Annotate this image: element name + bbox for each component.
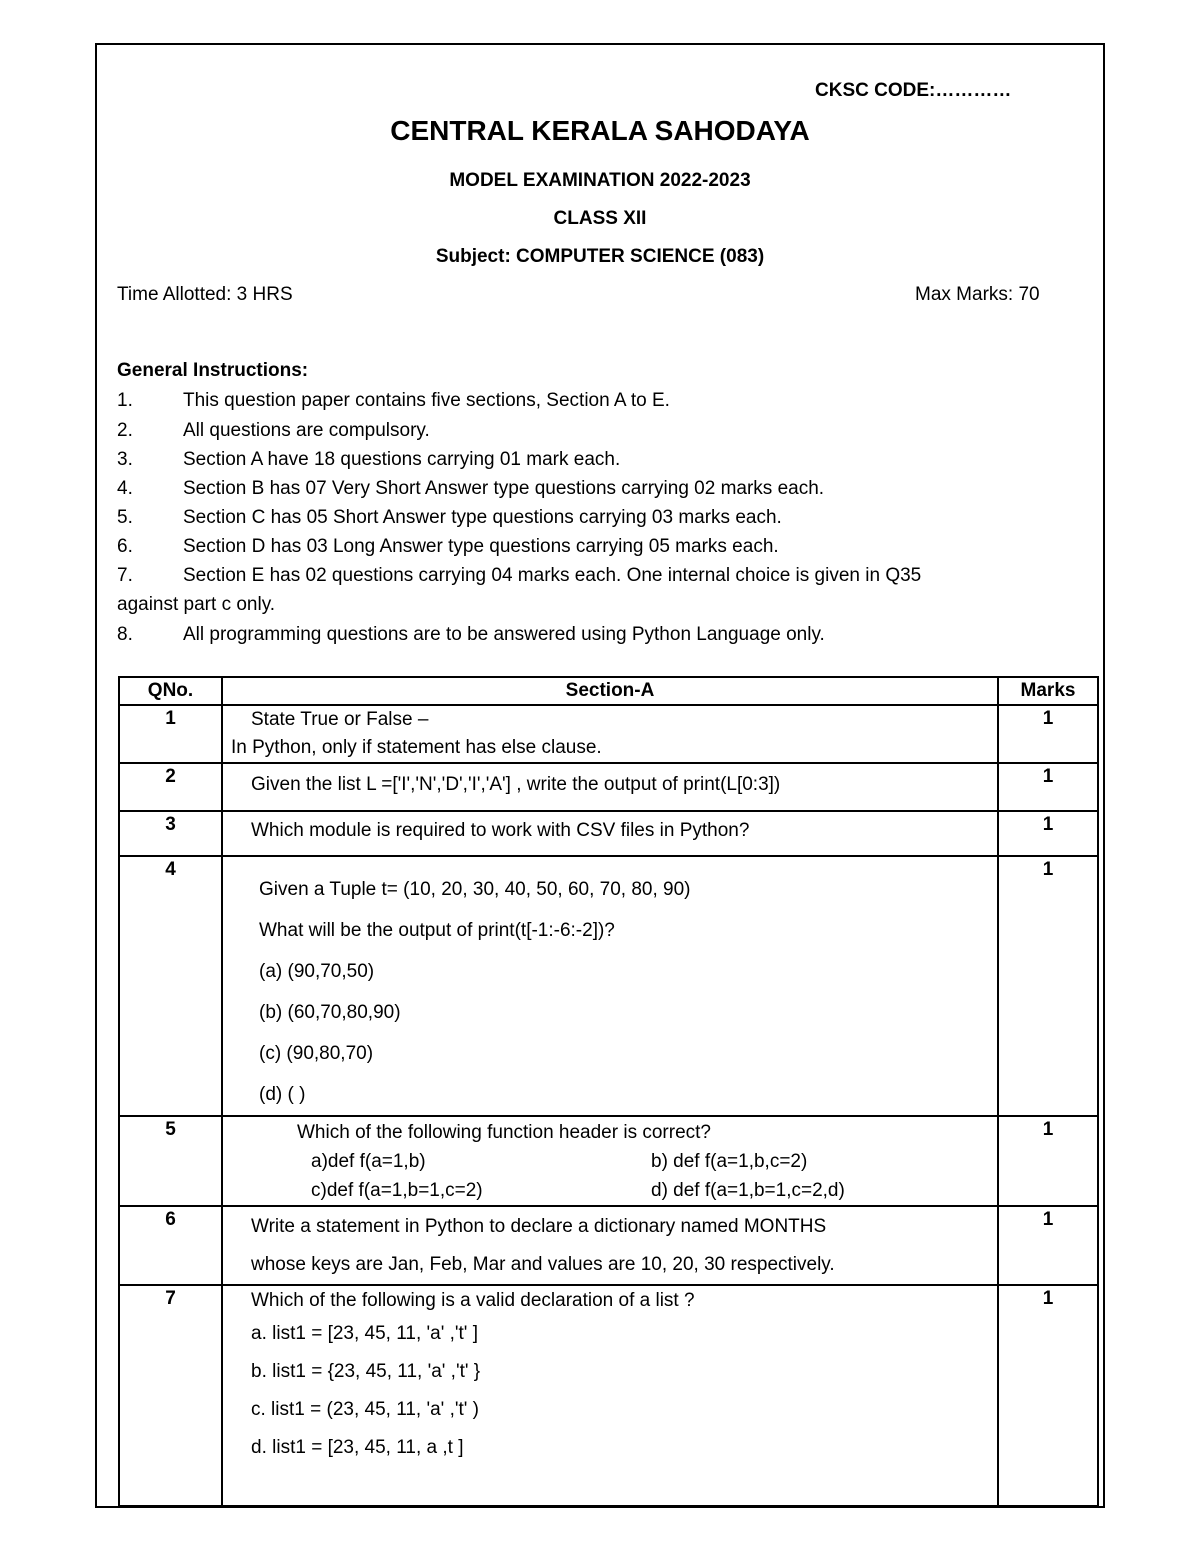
instruction-item: 1. This question paper contains five sections, Section A to E. xyxy=(117,390,670,411)
question-number: 6 xyxy=(119,1206,222,1285)
instruction-item: 7. Section E has 02 questions carrying 04 marks each. One internal choice is given in Q35 xyxy=(117,565,922,586)
question-number: 3 xyxy=(119,811,222,856)
question-marks: 1 xyxy=(998,1206,1098,1285)
question-text: Which of the following function header is correct? a)def f(a=1,b) b) def f(a=1,b,c=2) c)def f(a=1,b=1,c=2) d) def f(a=1,b=1,c=2,d) xyxy=(222,1116,998,1206)
question-marks: 1 xyxy=(998,856,1098,1116)
question-marks: 1 xyxy=(998,763,1098,811)
time-allotted: Time Allotted: 3 HRS xyxy=(117,284,293,305)
section-a-table xyxy=(118,676,1099,1507)
question-number: 2 xyxy=(119,763,222,811)
table-row xyxy=(119,1116,1098,1206)
header-marks: Marks xyxy=(998,677,1098,705)
question-text: Which module is required to work with CSV files in Python? xyxy=(222,811,998,856)
table-header-row xyxy=(119,677,1098,705)
question-text: Given the list L =['I','N','D','I','A'] , write the output of print(L[0:3]) xyxy=(222,763,998,811)
question-text: Which of the following is a valid declaration of a list ? a. list1 = [23, 45, 11, 'a' ,'t' ] b. list1 = {23, 45, 11, 'a' ,'t' } c. list1 = (23, 45, 11, 'a' ,'t' ) d. list1 = [23, 45, 11, a ,t ] xyxy=(222,1285,998,1506)
instruction-item: 8. All programming questions are to be answered using Python Language only. xyxy=(117,624,825,645)
table-row xyxy=(119,763,1098,811)
instruction-item: 2. All questions are compulsory. xyxy=(117,420,430,441)
table-row xyxy=(119,705,1098,763)
question-number: 5 xyxy=(119,1116,222,1206)
question-marks: 1 xyxy=(998,811,1098,856)
instructions-heading: General Instructions: xyxy=(117,360,309,381)
max-marks: Max Marks: 70 xyxy=(915,284,1040,305)
table-row xyxy=(119,1206,1098,1285)
table-row xyxy=(119,1285,1098,1506)
instruction-item-continued: against part c only. xyxy=(117,594,276,615)
subject-title: Subject: COMPUTER SCIENCE (083) xyxy=(435,246,765,267)
question-number: 1 xyxy=(119,705,222,763)
header-qno: QNo. xyxy=(119,677,222,705)
instruction-item: 6. Section D has 03 Long Answer type questions carrying 05 marks each. xyxy=(117,536,779,557)
question-text: Write a statement in Python to declare a dictionary named MONTHS whose keys are Jan, Feb, Mar and values are 10, 20, 30 respectively. xyxy=(222,1206,998,1285)
org-title: CENTRAL KERALA SAHODAYA xyxy=(390,115,810,146)
question-number: 7 xyxy=(119,1285,222,1506)
question-marks: 1 xyxy=(998,705,1098,763)
table-row xyxy=(119,811,1098,856)
question-marks: 1 xyxy=(998,1116,1098,1206)
class-title: CLASS XII xyxy=(553,208,647,229)
instruction-item: 5. Section C has 05 Short Answer type questions carrying 03 marks each. xyxy=(117,507,782,528)
instruction-item: 3. Section A have 18 questions carrying 01 mark each. xyxy=(117,449,621,470)
question-text: State True or False – In Python, only if statement has else clause. xyxy=(222,705,998,763)
header-section: Section-A xyxy=(222,677,998,705)
question-number: 4 xyxy=(119,856,222,1116)
question-marks: 1 xyxy=(998,1285,1098,1506)
table-row xyxy=(119,856,1098,1116)
cksc-code: CKSC CODE:………… xyxy=(815,80,1012,101)
instruction-item: 4. Section B has 07 Very Short Answer type questions carrying 02 marks each. xyxy=(117,478,825,499)
question-text: Given a Tuple t= (10, 20, 30, 40, 50, 60, 70, 80, 90) What will be the output of print(t[-1:-6:-2])? (a) (90,70,50) (b) (60,70,80,90) (c) (90,80,70) (d) ( ) xyxy=(222,856,998,1116)
exam-title: MODEL EXAMINATION 2022-2023 xyxy=(449,170,751,191)
